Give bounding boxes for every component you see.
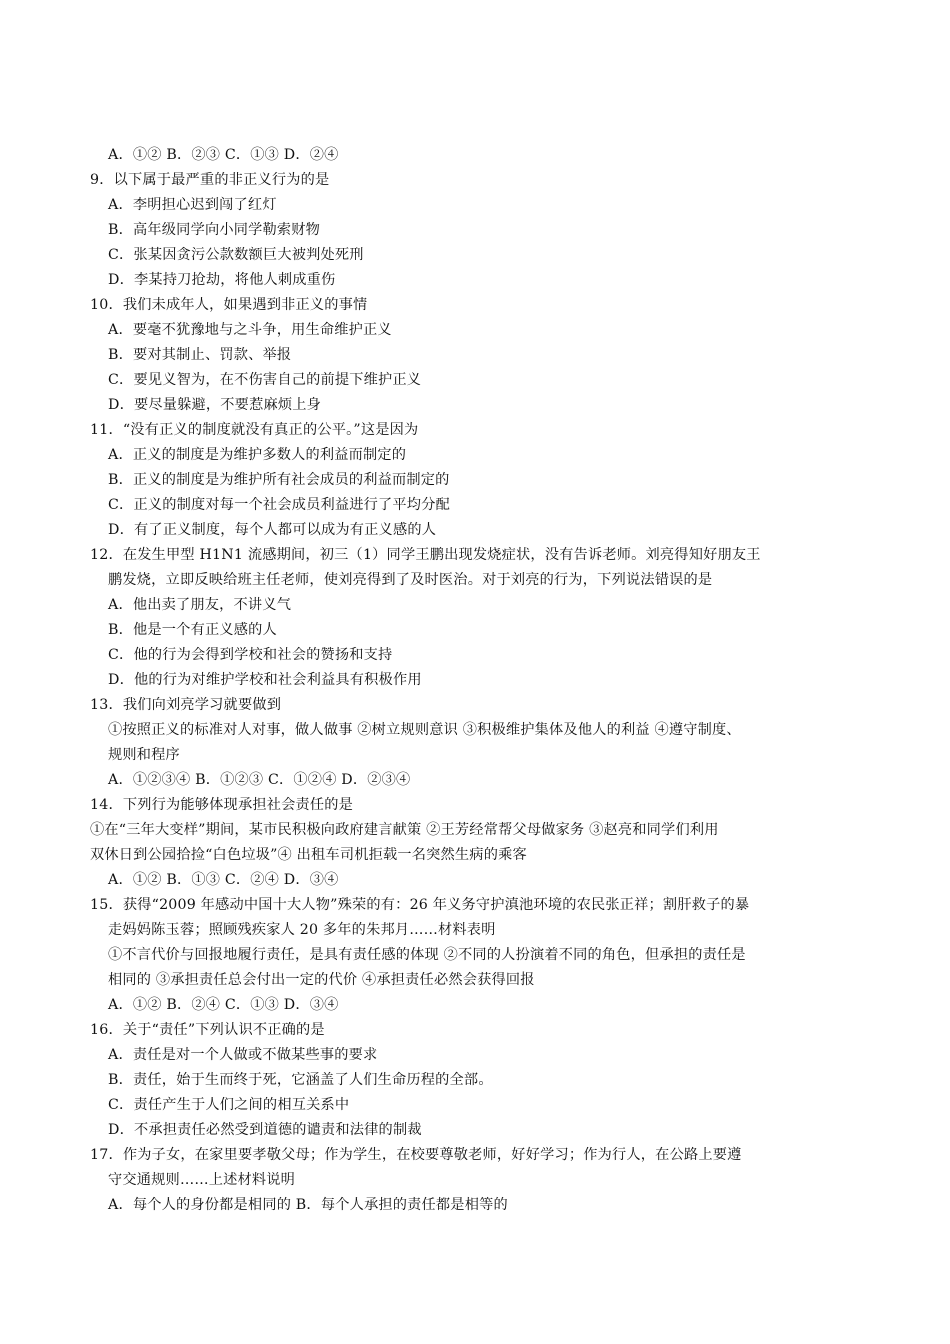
- text-line: A．每个人的身份都是相同的 B．每个人承担的责任都是相等的: [108, 1197, 508, 1213]
- text-line: D．李某持刀抢劫，将他人刺成重伤: [108, 272, 336, 288]
- text-line: 11．“没有正义的制度就没有真正的公平。”这是因为: [90, 422, 419, 438]
- text-line: 14．下列行为能够体现承担社会责任的是: [90, 797, 354, 813]
- text-line: D．要尽量躲避，不要惹麻烦上身: [108, 397, 322, 413]
- text-line: C．责任产生于人们之间的相互关系中: [108, 1097, 350, 1113]
- text-line: 鹏发烧，立即反映给班主任老师，使刘亮得到了及时医治。对于刘亮的行为，下列说法错误的是: [108, 572, 713, 588]
- text-line: C．他的行为会得到学校和社会的赞扬和支持: [108, 647, 393, 663]
- text-line: A．要毫不犹豫地与之斗争，用生命维护正义: [108, 322, 392, 338]
- text-line: B．责任，始于生而终于死，它涵盖了人们生命历程的全部。: [108, 1072, 493, 1088]
- text-line: B．他是一个有正义感的人: [108, 622, 277, 638]
- text-line: A．李明担心迟到闯了红灯: [108, 197, 277, 213]
- text-line: B．正义的制度是为维护所有社会成员的利益而制定的: [108, 472, 450, 488]
- text-line: ①按照正义的标准对人对事，做人做事 ②树立规则意识 ③积极维护集体及他人的利益 ④遵守制度、: [108, 722, 741, 738]
- text-line: A．①②③④ B．①②③ C．①②④ D．②③④: [108, 772, 411, 788]
- text-line: 12．在发生甲型 H1N1 流感期间，初三（1）同学王鹏出现发烧症状，没有告诉老师。刘亮得知好朋友王: [90, 547, 761, 563]
- text-line: C．正义的制度对每一个社会成员利益进行了平均分配: [108, 497, 450, 513]
- text-line: 13．我们向刘亮学习就要做到: [90, 697, 282, 713]
- text-line: 双休日到公园拾捡“白色垃圾”④ 出租车司机拒载一名突然生病的乘客: [90, 847, 527, 863]
- text-line: C．张某因贪污公款数额巨大被判处死刑: [108, 247, 364, 263]
- text-line: 16．关于“责任”下列认识不正确的是: [90, 1022, 325, 1038]
- text-line: 相同的 ③承担责任总会付出一定的代价 ④承担责任必然会获得回报: [108, 972, 535, 988]
- text-line: 15．获得“2009 年感动中国十大人物”殊荣的有：26 年义务守护滇池环境的农民张正祥；割肝救子的暴: [90, 897, 750, 913]
- text-line: A．他出卖了朋友，不讲义气: [108, 597, 292, 613]
- text-line: B．要对其制止、罚款、举报: [108, 347, 292, 363]
- text-line: A．①② B．②③ C．①③ D．②④: [108, 147, 339, 163]
- text-line: ①不言代价与回报地履行责任，是具有责任感的体现 ②不同的人扮演着不同的角色，但承担的责任是: [108, 947, 746, 963]
- text-line: A．①② B．②④ C．①③ D．③④: [108, 997, 339, 1013]
- text-line: B．高年级同学向小同学勒索财物: [108, 222, 321, 238]
- text-line: 9．以下属于最严重的非正义行为的是: [90, 172, 330, 188]
- text-line: 10．我们未成年人，如果遇到非正义的事情: [90, 297, 368, 313]
- text-line: A．①② B．①③ C．②④ D．③④: [108, 872, 339, 888]
- text-line: D．他的行为对维护学校和社会利益具有积极作用: [108, 672, 422, 688]
- text-line: D．有了正义制度，每个人都可以成为有正义感的人: [108, 522, 437, 538]
- text-line: 走妈妈陈玉蓉；照顾残疾家人 20 多年的朱邦月……材料表明: [108, 922, 496, 938]
- text-line: 守交通规则……上述材料说明: [108, 1172, 296, 1188]
- text-line: ①在“三年大变样”期间，某市民积极向政府建言献策 ②王芳经常帮父母做家务 ③赵亮和同学们利用: [90, 822, 719, 838]
- text-line: D．不承担责任必然受到道德的谴责和法律的制裁: [108, 1122, 422, 1138]
- text-line: A．正义的制度是为维护多数人的利益而制定的: [108, 447, 407, 463]
- text-line: 17．作为子女，在家里要孝敬父母；作为学生，在校要尊敬老师，好好学习；作为行人，在公路上要遵: [90, 1147, 742, 1163]
- text-line: C．要见义智为，在不伤害自己的前提下维护正义: [108, 372, 422, 388]
- text-line: 规则和程序: [108, 747, 180, 763]
- text-line: A．责任是对一个人做或不做某些事的要求: [108, 1047, 378, 1063]
